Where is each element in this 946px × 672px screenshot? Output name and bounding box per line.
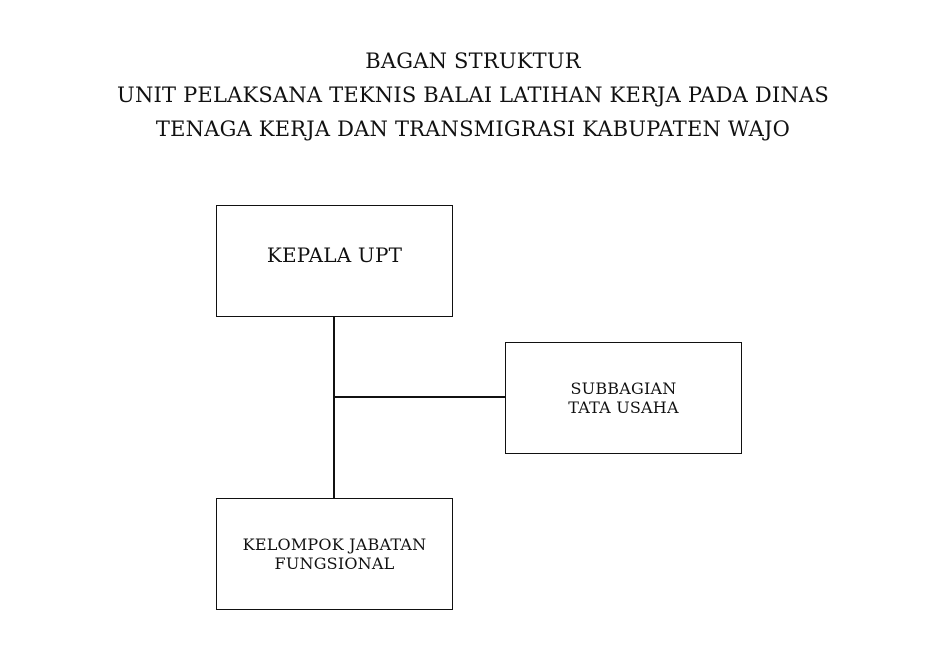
vertical-connector — [333, 315, 335, 500]
node-kelompok-jabatan-fungsional-label — [243, 535, 427, 573]
node-subbagian-line-2: TATA USAHA — [568, 398, 679, 417]
node-kelompok-line-1: KELOMPOK JABATAN — [242, 535, 427, 554]
chart-title — [0, 44, 946, 146]
node-kelompok-line-2: FUNGSIONAL — [274, 554, 395, 573]
node-kepala-upt — [216, 205, 453, 317]
node-subbagian-tata-usaha — [505, 342, 742, 454]
node-subbagian-tata-usaha-label — [568, 379, 678, 417]
node-kepala-upt-line-1: KEPALA UPT — [266, 243, 403, 267]
node-subbagian-line-1: SUBBAGIAN — [570, 379, 677, 398]
title-line-2: UNIT PELAKSANA TEKNIS BALAI LATIHAN KERJA PADA DINAS — [117, 83, 829, 107]
title-line-3: TENAGA KERJA DAN TRANSMIGRASI KABUPATEN WAJO — [155, 117, 791, 141]
horizontal-connector — [333, 396, 506, 398]
node-kelompok-jabatan-fungsional — [216, 498, 453, 610]
title-line-1: BAGAN STRUKTUR — [365, 49, 581, 73]
node-kepala-upt-label — [267, 242, 402, 268]
